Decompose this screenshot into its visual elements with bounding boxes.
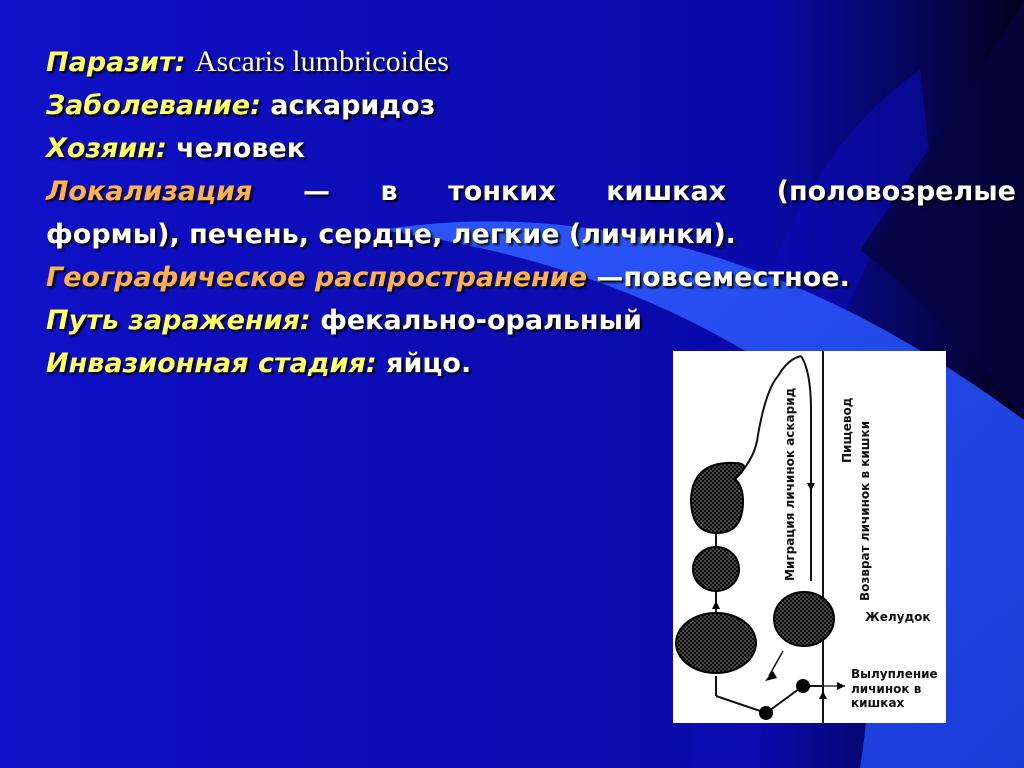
egg-dot	[759, 706, 773, 720]
infection-route-line	[46, 299, 1016, 342]
infection-route-label: Путь заражения:	[46, 305, 311, 336]
liver-shape	[691, 463, 744, 533]
esophagus-label: Пищевод	[840, 397, 854, 463]
localization-label: Локализация	[46, 176, 253, 207]
geography-label: Географическое распространение	[46, 262, 588, 293]
migration-diagram	[673, 351, 946, 723]
localization-value: — в тонких кишках (половозрелые	[302, 176, 1016, 207]
invasive-stage-value: яйцо.	[386, 348, 472, 379]
parasite-label: Паразит:	[46, 47, 186, 78]
localization-line-2	[46, 213, 1016, 256]
host-value: человек	[176, 133, 306, 164]
geography-value: —повсеместное.	[596, 262, 850, 293]
return-label: Возврат личинок в кишки	[858, 420, 872, 601]
parasite-line	[46, 40, 1016, 84]
return-path	[801, 356, 811, 581]
localization-value-2: формы), печень, сердце, легкие (личинки).	[46, 219, 736, 250]
lung-shape	[676, 613, 756, 673]
host-line	[46, 127, 1016, 170]
hatching-dot	[796, 679, 810, 693]
hatching-label-3: кишках	[851, 696, 905, 710]
geography-line	[46, 256, 1016, 299]
infection-route-value: фекально-оральный	[320, 305, 642, 336]
localization-line	[46, 170, 1016, 213]
heart-shape	[693, 547, 739, 591]
disease-line	[46, 84, 1016, 127]
host-label: Хозяин:	[46, 133, 167, 164]
invasive-stage-label: Инвазионная стадия:	[46, 348, 377, 379]
disease-label: Заболевание:	[46, 90, 261, 121]
disease-value: аскаридоз	[270, 90, 436, 121]
hatching-label-1: Вылупление	[851, 667, 938, 681]
migration-label: Миграция личинок аскарид	[783, 387, 797, 581]
slide-text	[46, 40, 1016, 385]
hatching-label-2: личинок в	[851, 682, 922, 696]
parasite-value: Ascaris lumbricoides	[194, 45, 449, 78]
stomach-shape	[774, 592, 834, 646]
stomach-label: Желудок	[865, 610, 931, 624]
